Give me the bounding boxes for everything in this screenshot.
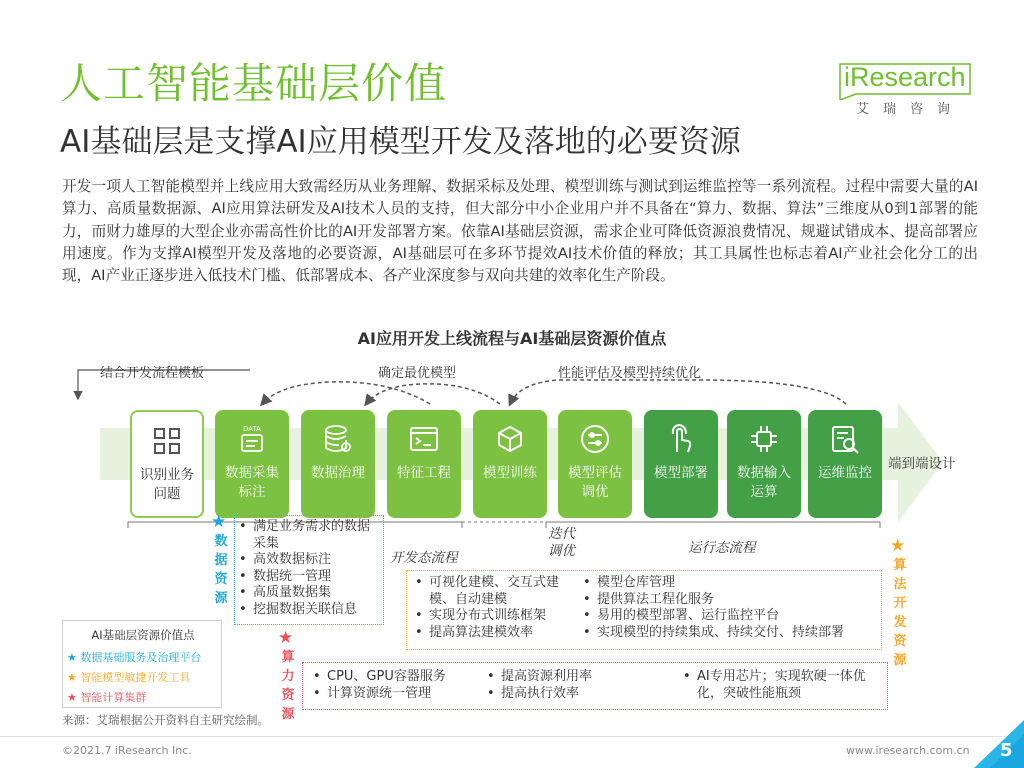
compute-col3 — [683, 669, 879, 702]
list-item: • 高质量数据集 — [239, 585, 379, 602]
loop-label-optimize: 性能评估及模型持续优化 — [558, 366, 702, 381]
source-note: 来源：艾瑞根据公开资料自主研究绘制。 — [62, 713, 269, 727]
step-label: 特征工程 — [397, 465, 451, 481]
step-data-governance — [301, 410, 375, 518]
cube-icon — [493, 422, 527, 456]
page-title: 人工智能基础层价值 — [60, 59, 448, 108]
legend — [62, 620, 222, 708]
footer-site: www.iresearch.com.cn — [846, 744, 970, 757]
step-feature-engineering — [387, 410, 461, 518]
list-item: • AI专用芯片；实现软硬一体优化，突破性能瓶颈 — [683, 669, 879, 702]
list-item: • 可视化建模、交互式建模、自动建模 — [415, 575, 567, 608]
algo-resource-title: 算法开发资源 — [893, 558, 907, 668]
legend-label: 数据基础服务及治理平台 — [80, 651, 202, 664]
step-data-collection — [215, 410, 289, 518]
legend-item-data — [67, 649, 201, 665]
legend-title: AI基础层资源价值点 — [91, 628, 195, 642]
algo-left-list — [415, 575, 567, 641]
loop-label-template: 结合开发流程模板 — [100, 366, 205, 381]
legend-item-algo — [67, 669, 190, 685]
logo-text: iResearch — [844, 62, 966, 92]
step-model-deployment — [644, 410, 718, 518]
algo-resource-box — [406, 570, 882, 650]
list-item: • 提高执行效率 — [487, 686, 647, 703]
step-label: 识别业务问题 — [140, 467, 194, 502]
step-label: 数据治理 — [311, 465, 365, 481]
touch-icon — [664, 422, 698, 456]
step-identify-business — [130, 410, 204, 518]
step-label: 模型部署 — [654, 465, 708, 481]
intro-paragraph: 开发一项人工智能模型并上线应用大致需经历从业务理解、数据采标及处理、模型训练与测试到运维监控等一系列流程。过程中需要大量的AI算力、高质量数据源、AI应用算法研发及AI技术人员的支持，但大部分中小企业用户并不具备在“算力、数据、算法”三维度从0到1部署的能力，而财力雄厚的大型企业亦需高性价比的AI开发部署方案。依靠AI基础层资源，需求企业可降低资源浪费情况、规避试错成本、提高部署应用速度。作为支撑AI模型开发及落地的必要资源，AI基础层可在多环节提效AI技术价值的释放；其工具属性也标志着AI产业社会化分工的出现，AI产业正逐步进入低技术门槛、低部署成本、各产业深度参与双向共建的效率化生产阶段。 — [62, 178, 978, 285]
page-corner-shape — [974, 720, 1024, 768]
step-data-input — [727, 410, 801, 518]
compute-resource-box — [302, 662, 888, 710]
monitor-search-icon — [828, 422, 862, 456]
end-to-end-label: 端到端设计 — [888, 456, 956, 472]
star-icon: ★ — [67, 691, 81, 704]
legend-label: 智能计算集群 — [80, 691, 147, 704]
compute-resource-title: 算力资源 — [281, 650, 295, 722]
list-item: • 提高算法建模效率 — [415, 625, 567, 642]
data-resource-star-icon: ★ — [211, 512, 227, 532]
footer-divider — [0, 736, 1024, 737]
list-item: • 高效数据标注 — [239, 552, 379, 569]
grid-icon — [150, 424, 184, 458]
data-resource-title: 数据资源 — [214, 534, 228, 606]
terminal-window-icon — [407, 422, 441, 456]
database-gear-icon — [321, 422, 355, 456]
step-ops-monitoring — [808, 410, 882, 518]
loop-label-best-model: 确定最优模型 — [378, 366, 457, 381]
list-item: • 实现模型的持续集成、持续交付、持续部署 — [583, 625, 879, 642]
page-number: 5 — [1000, 740, 1013, 761]
list-item: • CPU、GPU容器服务 — [313, 669, 473, 686]
star-icon: ★ — [67, 671, 81, 684]
list-item: • 挖掘数据关联信息 — [239, 602, 379, 619]
data-icon — [235, 422, 269, 456]
list-item: • 满足业务需求的数据采集 — [239, 519, 379, 552]
step-label: 数据采集标注 — [225, 465, 279, 500]
step-label: 运维监控 — [818, 465, 872, 481]
chip-icon — [747, 422, 781, 456]
compute-col2 — [487, 669, 647, 702]
step-model-training — [473, 410, 547, 518]
list-item: • 提高资源利用率 — [487, 669, 647, 686]
step-label: 模型训练 — [483, 465, 537, 481]
page-subtitle: AI基础层是支撑AI应用模型开发及落地的必要资源 — [60, 124, 741, 160]
list-item: • 实现分布式训练框架 — [415, 608, 567, 625]
legend-label: 智能模型敏捷开发工具 — [80, 671, 191, 684]
step-label: 数据输入运算 — [737, 465, 791, 500]
sliders-icon — [578, 422, 612, 456]
list-item: • 易用的模型部署、运行监控平台 — [583, 608, 879, 625]
algo-resource-star-icon: ★ — [890, 536, 906, 556]
compute-resource-star-icon: ★ — [278, 628, 294, 648]
compute-col1 — [313, 669, 473, 702]
step-model-evaluation — [558, 410, 632, 518]
svg-text:DATA: DATA — [243, 426, 261, 433]
phase-iterate: 迭代 调优 — [548, 526, 575, 559]
phase-dev: 开发态流程 — [390, 550, 458, 566]
diagram-title: AI应用开发上线流程与AI基础层资源价值点 — [357, 329, 667, 348]
legend-item-compute — [67, 689, 146, 705]
list-item: • 提供算法工程化服务 — [583, 592, 879, 609]
footer-copyright: ©2021.7 iResearch Inc. — [62, 744, 192, 757]
phase-ops: 运行态流程 — [688, 540, 756, 556]
list-item: • 模型仓库管理 — [583, 575, 879, 592]
logo-cn-text: 艾瑞咨询 — [856, 102, 965, 117]
list-item: • 数据统一管理 — [239, 569, 379, 586]
list-item: • 计算资源统一管理 — [313, 686, 473, 703]
data-resource-box — [234, 515, 384, 625]
step-label: 模型评估调优 — [568, 465, 622, 500]
star-icon: ★ — [67, 651, 81, 664]
algo-right-list — [583, 575, 879, 641]
